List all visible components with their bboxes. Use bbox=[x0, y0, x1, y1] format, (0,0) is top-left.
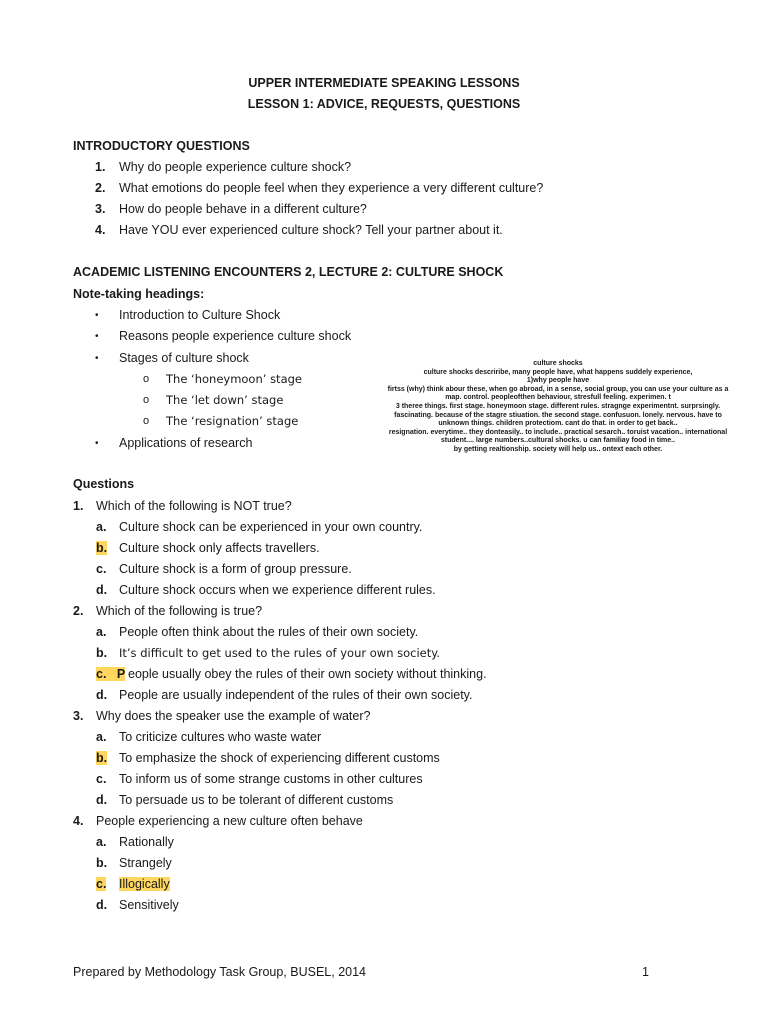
option-text: People often think about the rules of their own society. bbox=[119, 625, 419, 639]
stage-item: The ‘honeymoon’ stage bbox=[166, 372, 302, 386]
answer-highlight bbox=[96, 667, 125, 681]
intro-question-3: How do people behave in a different culture? bbox=[119, 202, 367, 216]
notes-line: firtss (why) think abour these, when go abroad, in a sense, social group, you can use your culture as a bbox=[387, 385, 729, 393]
notes-line: culture shocks bbox=[533, 360, 583, 367]
option-text: To emphasize the shock of experiencing different customs bbox=[119, 751, 440, 765]
question-text: Why does the speaker use the example of water? bbox=[96, 709, 371, 723]
sub-bullet-icon: o bbox=[143, 373, 150, 385]
note-heading-item: Introduction to Culture Shock bbox=[119, 308, 281, 322]
option-letter-highlighted bbox=[96, 541, 107, 555]
question-number: 2. bbox=[73, 604, 84, 618]
option-text: People are usually independent of the rules of their own society. bbox=[119, 688, 473, 702]
option-letter: c. bbox=[96, 562, 107, 576]
note-heading-item: Stages of culture shock bbox=[119, 351, 249, 365]
question-number: 1. bbox=[73, 499, 84, 513]
questions-heading: Questions bbox=[73, 477, 135, 491]
option-text: Culture shock only affects travellers. bbox=[119, 541, 320, 555]
stage-item: The ‘let down’ stage bbox=[166, 393, 284, 407]
intro-question-1: Why do people experience culture shock? bbox=[119, 160, 352, 174]
sub-bullet-icon: o bbox=[143, 415, 150, 427]
option-text: Culture shock occurs when we experience different rules. bbox=[119, 583, 436, 597]
option-letter: d. bbox=[96, 793, 108, 807]
note-taking-heading: Note-taking headings: bbox=[73, 287, 205, 301]
option-text: It’s difficult to get used to the rules of your own society. bbox=[119, 646, 441, 660]
bullet-icon: • bbox=[95, 438, 99, 449]
answer-highlight: b. bbox=[96, 751, 108, 765]
option-letter: d. bbox=[96, 898, 108, 912]
page-number: 1 bbox=[642, 965, 649, 979]
academic-heading: ACADEMIC LISTENING ENCOUNTERS 2, LECTURE 2: CULTURE SHOCK bbox=[73, 265, 504, 279]
intro-num-2: 2. bbox=[95, 181, 106, 195]
option-letter: d. bbox=[96, 583, 108, 597]
notes-line: map. control. peopleofthen behaviour, stresfull feeling. experimen. t bbox=[445, 394, 671, 402]
bullet-icon: • bbox=[95, 331, 99, 342]
option-letter: c. bbox=[96, 772, 107, 786]
question-text: People experiencing a new culture often behave bbox=[96, 814, 363, 828]
question-text: Which of the following is NOT true? bbox=[96, 499, 292, 513]
intro-heading: INTRODUCTORY QUESTIONS bbox=[73, 139, 250, 153]
option-letter: a. bbox=[96, 625, 107, 639]
stage-item: The ‘resignation’ stage bbox=[166, 414, 299, 428]
option-first-letter: P bbox=[116, 667, 126, 681]
notes-line: by getting realtionship. society will help us.. ontext each other. bbox=[453, 445, 663, 453]
option-letter: b. bbox=[96, 856, 108, 870]
option-letter-highlighted bbox=[96, 877, 106, 891]
document-title: UPPER INTERMEDIATE SPEAKING LESSONS bbox=[248, 76, 520, 90]
option-text: Strangely bbox=[119, 856, 172, 870]
notes-line: culture shocks descriribe, many people have, what happens suddely experience, bbox=[423, 368, 693, 376]
option-text: eople usually obey the rules of their own society without thinking. bbox=[128, 667, 487, 681]
option-letter: a. bbox=[96, 835, 107, 849]
intro-question-4: Have YOU ever experienced culture shock? Tell your partner about it. bbox=[119, 223, 503, 237]
note-heading-item: Reasons people experience culture shock bbox=[119, 329, 352, 343]
option-letter: d. bbox=[96, 688, 108, 702]
option-text: To persuade us to be tolerant of different customs bbox=[119, 793, 394, 807]
intro-num-3: 3. bbox=[95, 202, 106, 216]
notes-line: 1)why people have bbox=[526, 377, 590, 385]
student-notes bbox=[362, 360, 754, 455]
option-letter-highlighted bbox=[96, 667, 125, 681]
bullet-icon: • bbox=[95, 310, 99, 321]
question-number: 3. bbox=[73, 709, 84, 723]
lesson-title: LESSON 1: ADVICE, REQUESTS, QUESTIONS bbox=[247, 97, 521, 111]
option-text: Rationally bbox=[119, 835, 174, 849]
intro-question-2: What emotions do people feel when they experience a very different culture? bbox=[119, 181, 544, 195]
notes-line: fascinating. because of the stagre stiuation. the second stage. confusuon. lonely. nervous. have to bbox=[394, 411, 722, 419]
answer-highlight: c. bbox=[96, 877, 107, 891]
notes-line: student.... large numbers..cultural shocks. u can familiay food in time.. bbox=[440, 437, 676, 445]
option-text: Culture shock is a form of group pressure. bbox=[119, 562, 352, 576]
option-text: To criticize cultures who waste water bbox=[119, 730, 322, 744]
intro-num-4: 4. bbox=[95, 223, 106, 237]
option-text: Culture shock can be experienced in your own country. bbox=[119, 520, 423, 534]
option-text-highlighted bbox=[119, 877, 170, 891]
option-letter: a. bbox=[96, 520, 107, 534]
option-letter: c. bbox=[96, 667, 107, 681]
notes-line: 3 theree things. first stage. honeymoon stage. different rules. stragnge experimentnt. surprsingly. bbox=[395, 402, 721, 410]
intro-num-1: 1. bbox=[95, 160, 106, 174]
option-text: Sensitively bbox=[119, 898, 179, 912]
option-letter: b. bbox=[96, 646, 108, 660]
question-number: 4. bbox=[73, 814, 84, 828]
note-heading-item: Applications of research bbox=[119, 436, 253, 450]
option-letter: a. bbox=[96, 730, 107, 744]
option-letter-highlighted bbox=[96, 751, 107, 765]
option-text: To inform us of some strange customs in other cultures bbox=[119, 772, 423, 786]
bullet-icon: • bbox=[95, 353, 99, 364]
question-text: Which of the following is true? bbox=[96, 604, 263, 618]
notes-line: resignation. everytime.. they donteasily.. to include.. practical sesarch.. toruist vacation.. international bbox=[388, 428, 728, 436]
sub-bullet-icon: o bbox=[143, 394, 150, 406]
answer-highlight: b. bbox=[96, 541, 108, 555]
answer-highlight: Illogically bbox=[119, 877, 170, 891]
footer-credit: Prepared by Methodology Task Group, BUSEL, 2014 bbox=[73, 965, 366, 979]
notes-line: unknown things. children protectiom. cant do that. in order to get back.. bbox=[438, 420, 678, 428]
